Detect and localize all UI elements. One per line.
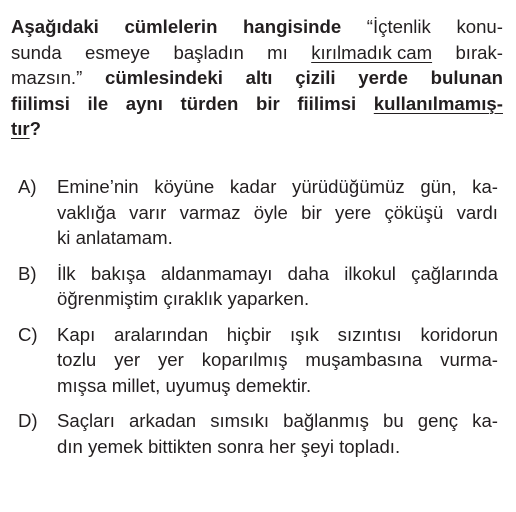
option-word: sımsıkı: [210, 410, 270, 431]
option-line: [57, 373, 498, 399]
option-word: köyüne: [154, 176, 215, 197]
question-line: [11, 14, 503, 40]
option-word: bağlanmış: [283, 410, 369, 431]
option-word: Saçları: [57, 410, 115, 431]
option-word: koparılmış: [201, 349, 288, 370]
option-word: yer: [157, 349, 184, 370]
question-word: cümlesindeki: [105, 67, 223, 88]
option-word: muşambasına: [305, 349, 423, 370]
option-word: ka-: [472, 410, 498, 431]
question-word: hangisinde: [243, 16, 342, 37]
quoted-sentence-word: esmeye: [85, 41, 151, 63]
option-word: varır: [129, 201, 167, 223]
option-word: vurma-: [440, 349, 498, 370]
option-word: yere: [335, 201, 372, 223]
question-word: cümlelerin: [124, 16, 218, 37]
option-word: sızıntısı: [337, 323, 402, 345]
option-word: vardı: [456, 201, 498, 223]
quoted-sentence-word: mazsın.”: [11, 67, 83, 88]
option-word: ışık: [289, 323, 319, 345]
option-line: [57, 174, 498, 200]
option-word: öyle: [253, 201, 288, 223]
question-word: fiilimsi: [297, 92, 357, 114]
quoted-sentence-word: konu-: [456, 16, 503, 37]
option-word: vaklığa: [57, 201, 116, 223]
option-word: çağlarında: [411, 262, 498, 284]
option-word: aralarından: [113, 323, 209, 345]
option-word: kadar: [229, 176, 277, 197]
option-line: [57, 200, 498, 226]
quoted-sentence-word: mı: [267, 41, 288, 63]
option-word: ka-: [472, 176, 498, 197]
option-word: bu: [383, 410, 404, 431]
option-word: yer: [114, 349, 141, 370]
option-line: [57, 261, 498, 287]
option-text: dın yemek bittikten sonra her şeyi topladı.: [57, 435, 401, 457]
option-word: gün,: [420, 176, 457, 197]
option-letter: D): [18, 410, 38, 431]
option-line: [57, 347, 498, 373]
option-word: bir: [301, 201, 322, 223]
option-word: aldanmamayı: [160, 262, 273, 284]
option-word: genç: [417, 410, 459, 431]
quoted-sentence-word: sunda: [11, 41, 62, 63]
question-word: yerde: [358, 67, 408, 88]
option-word: bakışa: [90, 262, 146, 284]
option-word: çöküşü: [384, 201, 444, 223]
question-word: altı: [245, 67, 273, 88]
option-word: arkadan: [128, 410, 197, 431]
question-word: çizili: [295, 67, 336, 88]
quoted-sentence-word: başladın: [173, 41, 244, 63]
option-letter: A): [18, 176, 37, 197]
question-line: [11, 91, 503, 117]
question-word: türden: [180, 92, 239, 114]
option-word: Emine’nin: [57, 176, 139, 197]
underlined-negation-word: tır: [11, 118, 30, 139]
question-line: [11, 65, 503, 91]
option-word: İlk: [57, 262, 76, 284]
option-word: hiçbir: [226, 323, 272, 345]
option-letter: B): [18, 262, 37, 284]
question-line: [11, 116, 503, 142]
quoted-sentence-word: “İçtenlik: [366, 16, 431, 37]
option-line: [57, 408, 498, 434]
option-b[interactable]: [18, 261, 498, 312]
option-line: [57, 225, 498, 251]
option-a[interactable]: [18, 174, 498, 251]
quoted-sentence-word: bırak-: [455, 41, 503, 63]
option-word: ilkokul: [344, 262, 396, 284]
question-stem: [11, 14, 503, 142]
option-word: daha: [287, 262, 330, 284]
option-word: yürüdüğümüz: [292, 176, 405, 197]
option-text: öğrenmiştim çıraklık yaparken.: [57, 288, 310, 309]
option-letter: C): [18, 323, 38, 345]
answer-options: [18, 174, 498, 459]
underlined-phrase: kırılmadık cam: [311, 41, 433, 63]
option-word: Kapı: [57, 323, 96, 345]
question-mark: ?: [29, 118, 41, 139]
option-text: mışsa millet, uyumuş demektir.: [57, 374, 312, 396]
question-word: Aşağıdaki: [11, 16, 99, 37]
option-line: [57, 434, 498, 460]
option-c[interactable]: [18, 322, 498, 399]
underlined-negation-word: kullanılmamış-: [373, 92, 503, 114]
option-text: ki anlatamam.: [57, 227, 173, 248]
option-line: [57, 286, 498, 312]
question-line: [11, 40, 503, 66]
option-d[interactable]: [18, 408, 498, 459]
option-word: varmaz: [179, 201, 241, 223]
question-word: ile: [87, 92, 109, 114]
question-word: bulunan: [430, 67, 503, 88]
option-line: [57, 322, 498, 348]
question-word: bir: [255, 92, 280, 114]
option-word: koridorun: [420, 323, 498, 345]
option-word: tozlu: [57, 349, 97, 370]
question-word: aynı: [125, 92, 163, 114]
question-word: fiilimsi: [11, 92, 70, 114]
